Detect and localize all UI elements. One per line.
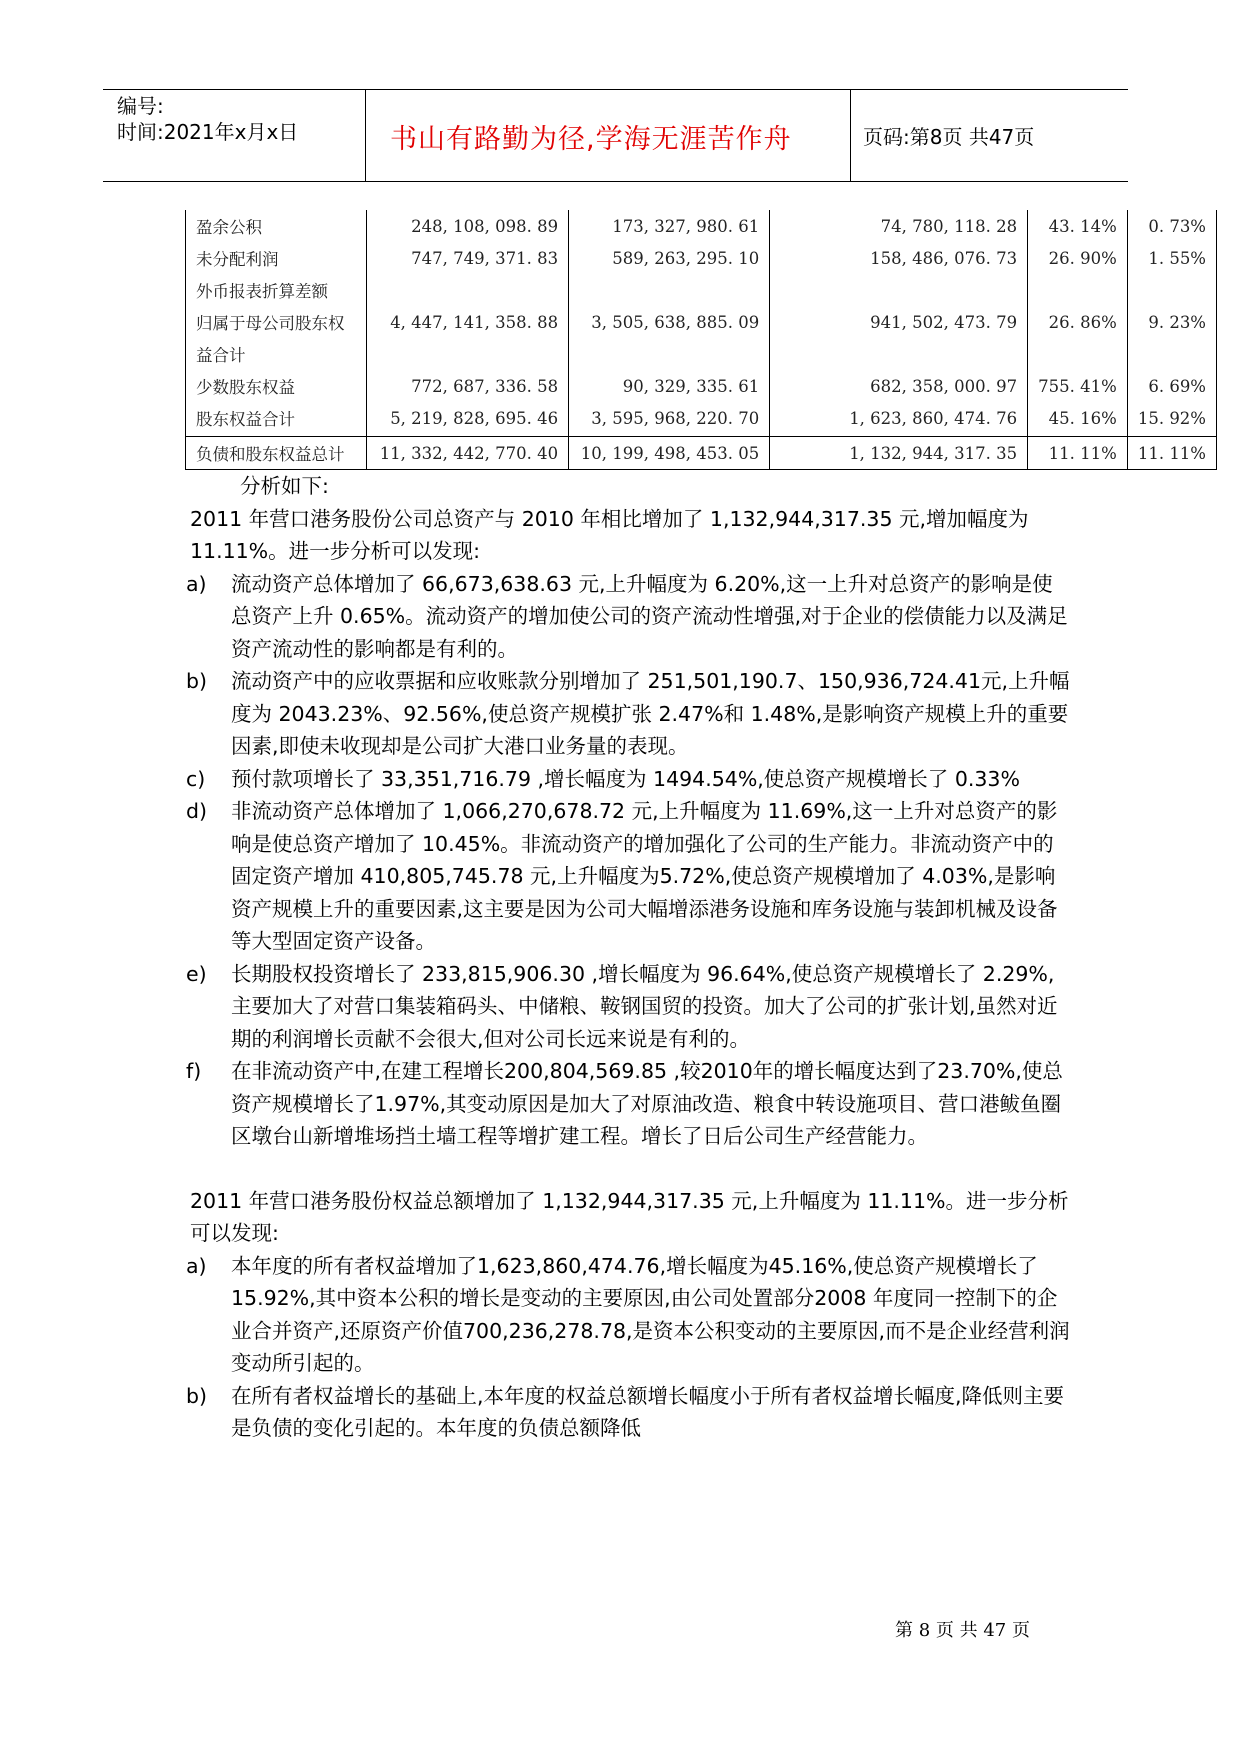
list-marker: e)	[186, 961, 207, 986]
cell-value: 1. 55%	[1127, 242, 1216, 274]
list-marker: b)	[186, 669, 208, 693]
cell-value: 43. 14%	[1028, 210, 1128, 242]
cell-value: 9. 23%	[1127, 306, 1216, 338]
cell-value: 1, 132, 944, 317. 35	[770, 437, 1028, 470]
table-row	[186, 338, 1217, 370]
table-row	[186, 242, 1217, 274]
row-label: 未分配利润	[186, 242, 367, 274]
table-row	[186, 402, 1217, 434]
cell-value: 5, 219, 828, 695. 46	[367, 402, 569, 434]
row-label: 外币报表折算差额	[186, 274, 367, 306]
cell-value: 11. 11%	[1028, 437, 1128, 470]
list-item	[186, 568, 1070, 666]
list-item	[186, 763, 1070, 796]
cell-value: 0. 73%	[1127, 210, 1216, 242]
list-item	[186, 1380, 1070, 1445]
cell-value: 6. 69%	[1127, 370, 1216, 402]
row-label: 股东权益合计	[186, 402, 367, 434]
equity-table	[185, 210, 1217, 470]
cell-value: 90, 329, 335. 61	[569, 370, 770, 402]
list-text: 长期股权投资增长了 233,815,906.30 ,增长幅度为 96.64%,使总资产规模增长了 2.29%,主要加大了对营口集装箱码头、中储粮、鞍钢国贸的投资。加大了公司的扩张计划,虽然对近期的利润增长贡献不会很大,但对公司长远来说是有利的。	[231, 961, 1058, 1051]
cell-value: 772, 687, 336. 58	[367, 370, 569, 402]
cell-value	[1127, 338, 1216, 370]
cell-value: 74, 780, 118. 28	[770, 210, 1028, 242]
cell-value: 755. 41%	[1028, 370, 1128, 402]
header-divider-left	[365, 89, 366, 182]
cell-value: 26. 90%	[1028, 242, 1128, 274]
cell-value: 248, 108, 098. 89	[367, 210, 569, 242]
cell-value	[1028, 338, 1128, 370]
row-label: 负债和股东权益总计	[186, 437, 367, 470]
table-total-row	[186, 437, 1217, 470]
list-marker: a)	[186, 571, 207, 596]
row-label: 盈余公积	[186, 210, 367, 242]
row-label: 归属于母公司股东权	[186, 306, 367, 338]
table-row	[186, 370, 1217, 402]
analysis-heading: 分析如下:	[240, 474, 329, 498]
cell-value: 682, 358, 000. 97	[770, 370, 1028, 402]
cell-value: 15. 92%	[1127, 402, 1216, 434]
cell-value: 26. 86%	[1028, 306, 1128, 338]
cell-value	[770, 274, 1028, 306]
paragraph-gap	[190, 1153, 1070, 1185]
paragraph-assets: 2011 年营口港务股份公司总资产与 2010 年相比增加了 1,132,944,317.35 元,增加幅度为 11.11%。进一步分析可以发现:	[190, 506, 1029, 563]
page-footer: 第 8 页 共 47 页	[895, 1620, 1030, 1641]
table-row	[186, 306, 1217, 338]
header-top-rule	[103, 89, 1128, 90]
cell-value	[1127, 274, 1216, 306]
cell-value	[367, 338, 569, 370]
cell-value: 173, 327, 980. 61	[569, 210, 770, 242]
cell-value: 941, 502, 473. 79	[770, 306, 1028, 338]
cell-value: 11. 11%	[1127, 437, 1216, 470]
row-label: 益合计	[186, 338, 367, 370]
row-label: 少数股东权益	[186, 370, 367, 402]
header-divider-right	[850, 89, 851, 182]
list-text: 流动资产中的应收票据和应收账款分别增加了 251,501,190.7、150,936,724.41元,上升幅度为 2043.23%、92.56%,使总资产规模扩张 2.47%和 1.48%,是影响资产规模上升的重要因素,即使未收现却是公司扩大港口业务量的表现。	[231, 669, 1070, 758]
list-item	[186, 665, 1070, 763]
header-time-label: 时间:2021年x月x日	[117, 120, 299, 144]
list-item	[186, 958, 1070, 1056]
cell-value: 4, 447, 141, 358. 88	[367, 306, 569, 338]
header-page-label: 页码:第8页 共47页	[863, 125, 1035, 149]
header-bottom-rule	[103, 181, 1128, 182]
list-text: 流动资产总体增加了 66,673,638.63 元,上升幅度为 6.20%,这一上升对总资产的影响是使总资产上升 0.65%。流动资产的增加使公司的资产流动性增强,对于企业的偿债能力以及满足资产流动性的影响都是有利的。	[231, 571, 1068, 661]
cell-value	[1028, 274, 1128, 306]
header-number-label: 编号:	[117, 94, 164, 118]
cell-value: 1, 623, 860, 474. 76	[770, 402, 1028, 434]
table-row	[186, 210, 1217, 242]
list-text: 预付款项增长了 33,351,716.79 ,增长幅度为 1494.54%,使总资产规模增长了 0.33%	[231, 766, 1020, 791]
cell-value: 10, 199, 498, 453. 05	[569, 437, 770, 470]
cell-value: 589, 263, 295. 10	[569, 242, 770, 274]
cell-value	[569, 338, 770, 370]
cell-value: 11, 332, 442, 770. 40	[367, 437, 569, 470]
list-marker: d)	[186, 799, 208, 823]
paragraph-equity: 2011 年营口港务股份权益总额增加了 1,132,944,317.35 元,上升幅度为 11.11%。进一步分析可以发现:	[190, 1188, 1069, 1245]
list-marker: b)	[186, 1383, 208, 1408]
list-marker: c)	[186, 766, 206, 791]
list-item	[186, 795, 1070, 958]
cell-value: 3, 595, 968, 220. 70	[569, 402, 770, 434]
list-marker: f)	[186, 1059, 202, 1083]
cell-value: 158, 486, 076. 73	[770, 242, 1028, 274]
cell-value: 45. 16%	[1028, 402, 1128, 434]
list-item	[186, 1055, 1070, 1153]
cell-value: 3, 505, 638, 885. 09	[569, 306, 770, 338]
list-item	[186, 1250, 1070, 1380]
list-text: 本年度的所有者权益增加了1,623,860,474.76,增长幅度为45.16%,使总资产规模增长了15.92%,其中资本公积的增长是变动的主要原因,由公司处置部分2008 年度同一控制下的企业合并资产,还原资产价值700,236,278.78,是资本公积变动的主要原因,而不是企业经营利润变动所引起的。	[231, 1253, 1070, 1375]
list-text: 在所有者权益增长的基础上,本年度的权益总额增长幅度小于所有者权益增长幅度,降低则主要是负债的变化引起的。本年度的负债总额降低	[231, 1383, 1065, 1440]
analysis-body	[186, 470, 1070, 1445]
list-text: 非流动资产总体增加了 1,066,270,678.72 元,上升幅度为 11.69%,这一上升对总资产的影响是使总资产增加了 10.45%。非流动资产的增加强化了公司的生产能力。非流动资产中的固定资产增加 410,805,745.78 元,上升幅度为5.72%,使总资产规模增加了 4.03%,是影响资产规模上升的重要因素,这主要是因为公司大幅增添港务设施和库务设施与装卸机械及设备等大型固定资产设备。	[231, 799, 1058, 953]
cell-value	[367, 274, 569, 306]
cell-value	[569, 274, 770, 306]
header-motto: 书山有路勤为径,学海无涯苦作舟	[390, 124, 792, 155]
list-text: 在非流动资产中,在建工程增长200,804,569.85 ,较2010年的增长幅度达到了23.70%,使总资产规模增长了1.97%,其变动原因是加大了对原油改造、粮食中转设施项目、营口港鲅鱼圈区墩台山新增堆场挡土墙工程等增扩建工程。增长了日后公司生产经营能力。	[231, 1059, 1063, 1148]
table-row	[186, 274, 1217, 306]
cell-value: 747, 749, 371. 83	[367, 242, 569, 274]
cell-value	[770, 338, 1028, 370]
list-marker: a)	[186, 1253, 207, 1278]
